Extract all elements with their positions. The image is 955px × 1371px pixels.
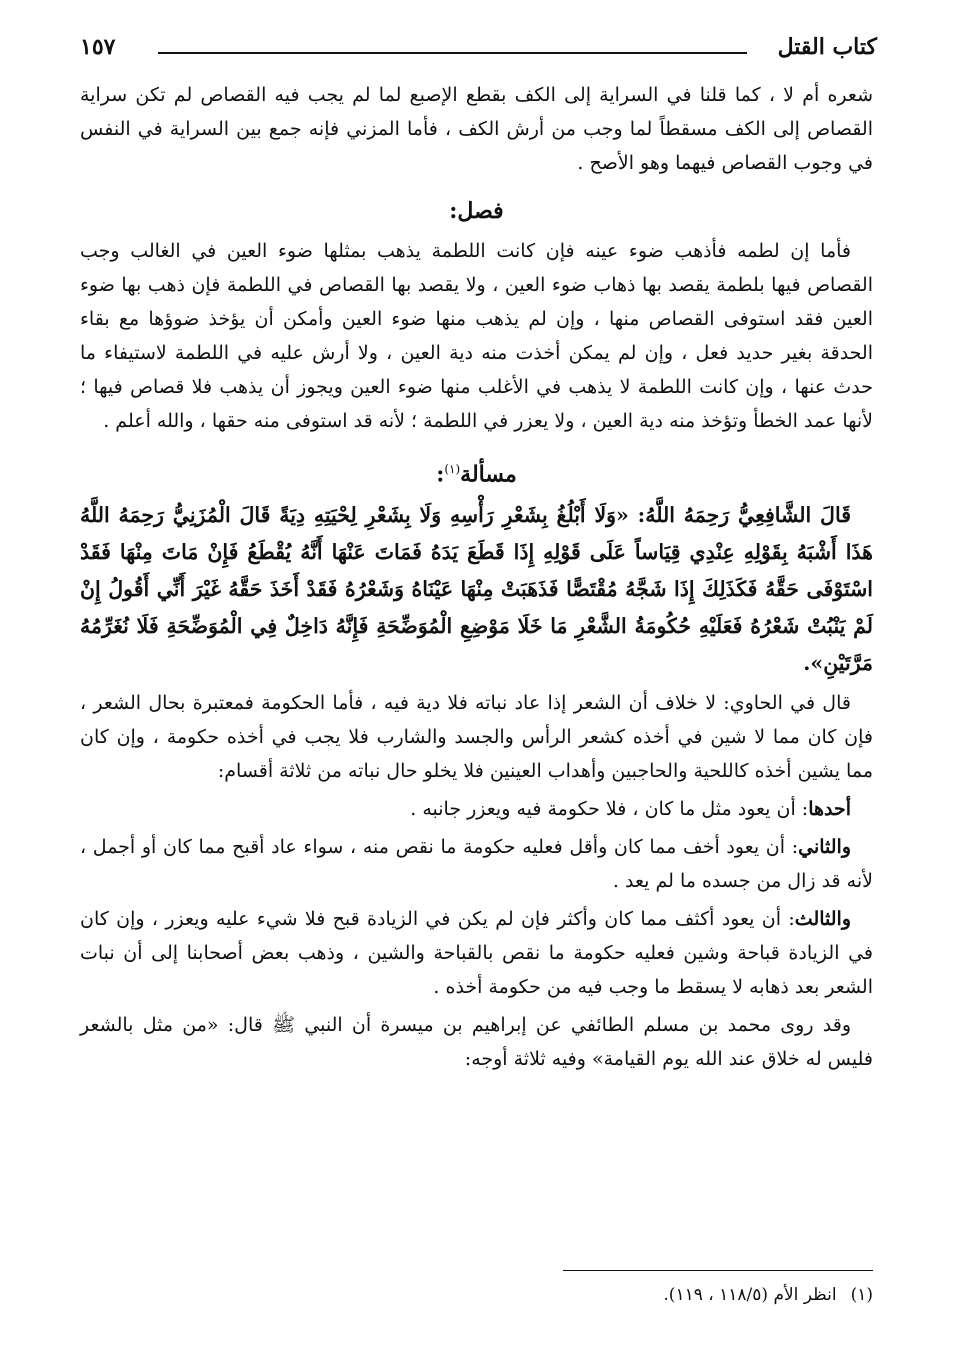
hadith-paragraph: وقد روى محمد بن مسلم الطائفي عن إبراهيم بن ميسرة أن النبي ﷺ قال: «من مثل بالشعر فليس له خلاق عند الله يوم القيامة» وفيه ثلاثة أوجه: bbox=[80, 1014, 873, 1071]
intro-paragraph: شعره أم لا ، كما قلنا في السراية إلى الكف بقطع الإصبع لما لم يجب فيه القصاص لم تكن سراية القصاص إلى الكف مسقطاً لما وجب من أرش الكف ، فأما المزني فإنه جمع بين السراية في النفس في وجوب القصاص فيهما وهو الأصح . bbox=[80, 84, 873, 174]
hawi-paragraph: قال في الحاوي: لا خلاف أن الشعر إذا عاد نباته فلا دية فيه ، فأما الحكومة فمعتبرة بحال الشعر ، فإن كان مما لا شين في أخذه كشعر الرأس والجسد والشارب فلا يجب في أخذه حكومة ، وإن كان مما يشين أخذه كاللحية والحاجبين وأهداب العينين فلا يخلو حال نباته من ثلاثة أقسام: bbox=[80, 692, 873, 783]
section-heading-masala bbox=[80, 452, 873, 491]
case-second-text: : أن يعود أخف مما كان وأقل فعليه حكومة ما نقص منه ، سواء عاد أقبح مما كان أو أجمل ، لأنه قد زال من جسده ما لم يعد . bbox=[80, 836, 873, 893]
footnote-rule bbox=[563, 1270, 873, 1271]
footnote bbox=[80, 1285, 873, 1305]
page-body bbox=[80, 78, 873, 1076]
case-third bbox=[80, 902, 873, 1004]
footnote-ref[interactable]: (١) bbox=[444, 462, 461, 476]
case-second bbox=[80, 830, 873, 898]
book-title: كتاب القتل bbox=[777, 34, 877, 60]
mukhtasar-quote: قَالَ الشَّافِعِيُّ رَحِمَهُ اللَّهُ: «وَلَا أَبْلُغُ بِشَعْرِ رَأْسِهِ وَلَا بِشَعْرِ لِحْيَتِهِ دِيَةً قَالَ الْمُزَنِيُّ رَحِمَهُ اللَّهُ هَذَا أَشْبَهُ بِقَوْلِهِ عِنْدِي قِيَاساً عَلَى قَوْلِهِ إِذَا قَطَعَ يَدَهُ فَمَاتَ عَنْهَا أَنَّهُ يُقْطَعُ فَإِنْ مَاتَ مِنْهَا فَقَدْ اسْتَوْفَى حَقَّهُ فَكَذَلِكَ إِذَا شَجَّهُ مُقْتَصًّا فَذَهَبَتْ مِنْهَا عَيْنَاهُ وَشَعْرُهُ فَقَدْ أَخَذَ حَقَّهُ غَيْرَ أَنِّي أَقُولُ إِنْ لَمْ يَنْبُتْ شَعْرُهُ فَعَلَيْهِ حُكُومَةُ الشَّعْرِ مَا خَلَا مَوْضِعِ الْمُوَضِّحَةِ فَإِنَّهُ دَاخِلٌ فِي الْمُوَضِّحَةِ فَلَا نُغَرِّمُهُ مَرَّتَيْنِ». bbox=[80, 503, 873, 676]
fasl-paragraph: فأما إن لطمه فأذهب ضوء عينه فإن كانت اللطمة يذهب بمثلها ضوء العين في الغالب وجب القصاص فيها بلطمة يقصد بها ذهاب ضوء العين ، ولا يقصد بها القصاص في اللطمة فإن ذهب بها ضوء العين فقد استوفى القصاص منها ، وإن لم يذهب منها ضوء العين وأمكن أن يؤخذ ضوؤها مع بقاء الحدقة بغير حديد فعل ، وإن لم يمكن أخذت منه دية العين ، ولا أرش عليه في اللطمة لاستيفاء ما حدث عنها ، وإن كانت اللطمة لا يذهب في الأغلب منها ضوء العين ويجوز أن يذهب فلا قصاص فيها ؛ لأنها عمد الخطأ وتؤخذ منه دية العين ، ولا يعزر في اللطمة ؛ لأنه قد استوفى منه حقها ، والله أعلم . bbox=[80, 240, 873, 432]
case-third-text: : أن يعود أكثف مما كان وأكثر فإن لم يكن في الزيادة قبح فلا شيء عليه ويعزر ، وإن كان في الزيادة قباحة وشين فعليه حكومة ما نقص بالقباحة والشين ، وذهب بعض أصحابنا إلى أن نبات الشعر بعد ذهابه لا يسقط ما وجب فيه من حكومة أخذه . bbox=[80, 908, 873, 999]
footnote-number: (١) bbox=[850, 1285, 873, 1305]
footnote-area bbox=[80, 1270, 873, 1305]
masala-title: مسألة bbox=[460, 461, 517, 488]
masala-colon: : bbox=[436, 461, 445, 488]
header-rule bbox=[158, 52, 747, 54]
case-third-label: والثالث bbox=[794, 908, 851, 931]
case-second-label: والثاني bbox=[798, 836, 851, 859]
case-first bbox=[80, 792, 873, 826]
page-number: ١٥٧ bbox=[80, 34, 116, 60]
running-header bbox=[80, 30, 877, 70]
footnote-text: انظر الأم (١١٨/٥ ، ١١٩). bbox=[663, 1285, 837, 1305]
case-first-label: أحدها bbox=[808, 798, 851, 821]
section-heading-fasl: فصل: bbox=[449, 198, 504, 224]
case-first-text: : أن يعود مثل ما كان ، فلا حكومة فيه ويعزر جانبه . bbox=[410, 798, 809, 821]
